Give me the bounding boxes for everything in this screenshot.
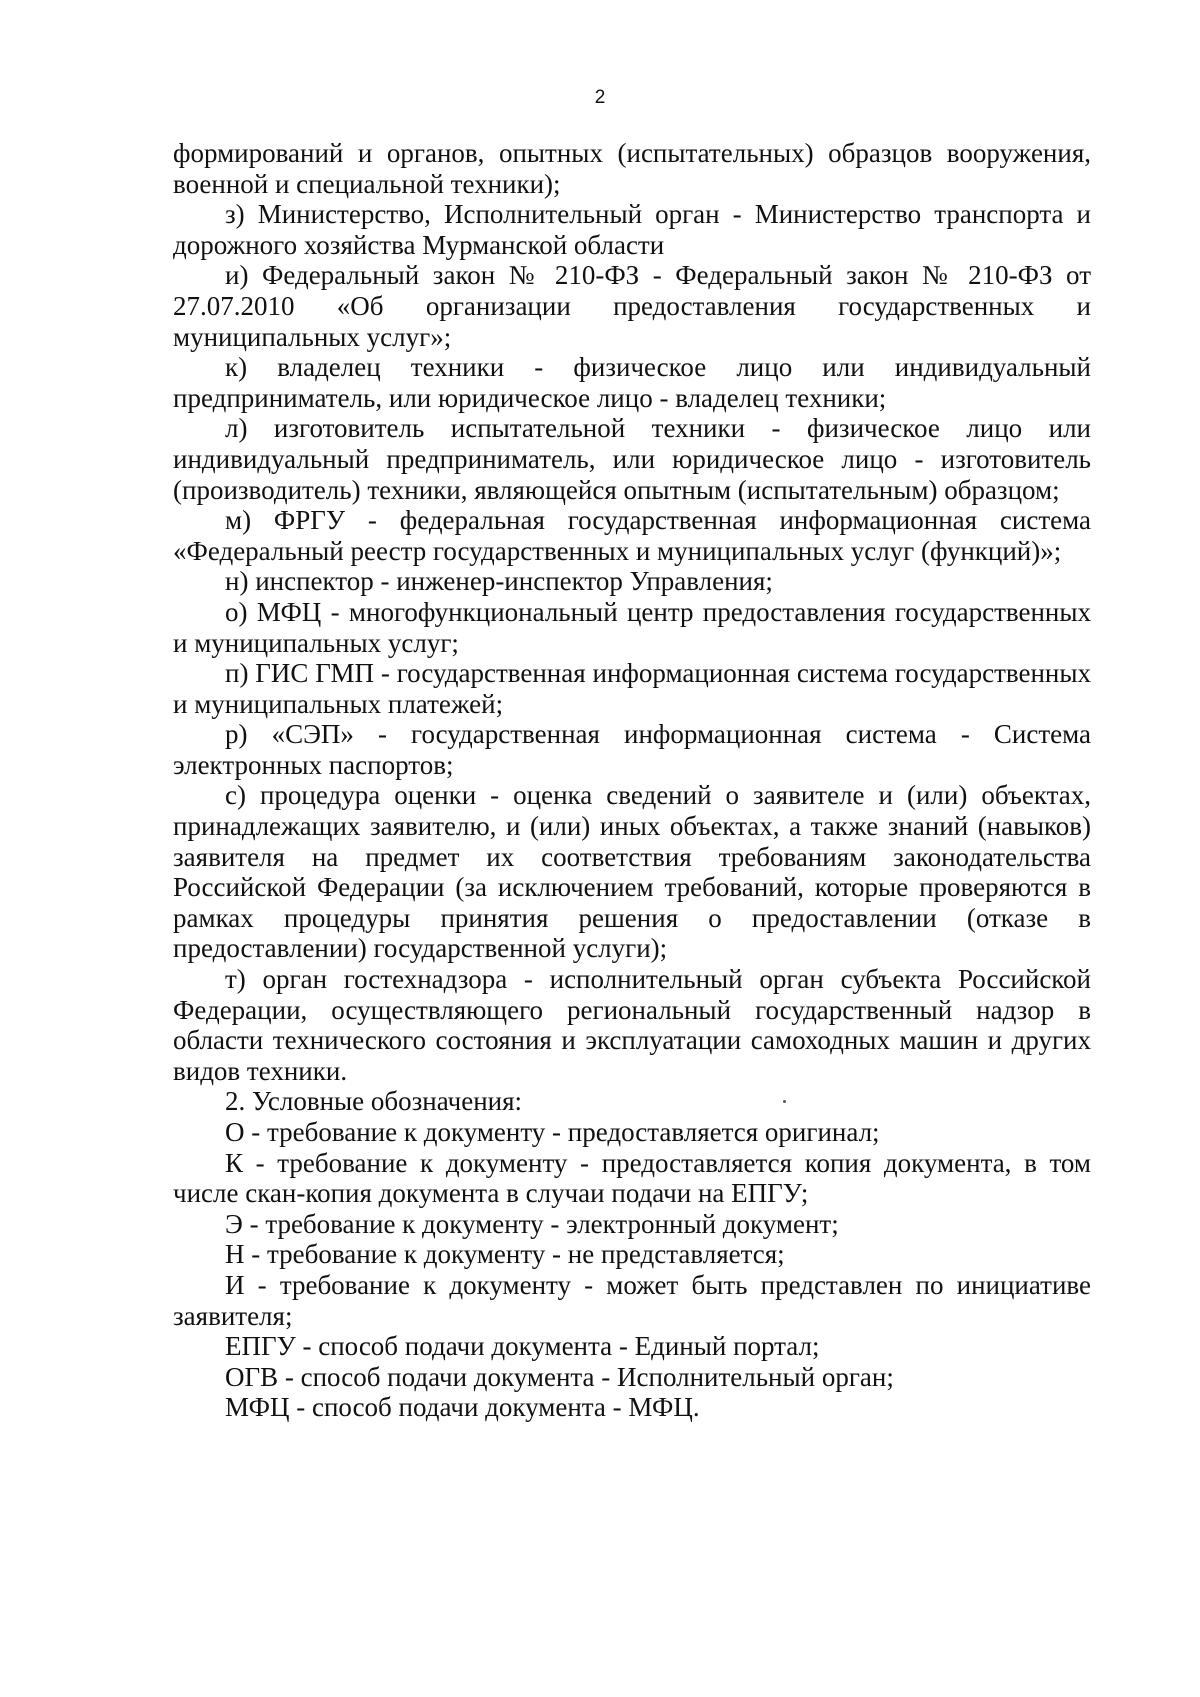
- paragraph-item-r: р) «СЭП» - государственная информационная система - Система электронных паспортов;: [173, 719, 1091, 780]
- paragraph-item-z: з) Министерство, Исполнительный орган - Министерство транспорта и дорожного хозяйства Мурманской области: [173, 199, 1091, 260]
- page-number: 2: [594, 87, 606, 108]
- paragraph-item-n: н) инспектор - инженер-инспектор Управления;: [225, 566, 773, 597]
- convention-original: О - требование к документу - предоставляется оригинал;: [225, 1117, 880, 1147]
- paragraph-item-i: и) Федеральный закон № 210-ФЗ - Федеральный закон № 210-ФЗ от 27.07.2010 «Об организации предоставления государственных и муниципальных услуг»;: [173, 260, 1091, 352]
- convention-not-provided: Н - требование к документу - не представляется;: [225, 1239, 785, 1270]
- paragraph-item-m: м) ФРГУ - федеральная государственная информационная система «Федеральный реестр государственных и муниципальных услуг (функций)»;: [173, 505, 1091, 566]
- convention-mfc: МФЦ - способ подачи документа - МФЦ.: [225, 1392, 700, 1423]
- paragraph-continuation: формирований и органов, опытных (испытательных) образцов вооружения, военной и специальной техники);: [173, 138, 1091, 199]
- convention-epgu: ЕПГУ - способ подачи документа - Единый портал;: [225, 1331, 820, 1362]
- paragraph-item-t: т) орган гостехнадзора - исполнительный орган субъекта Российской Федерации, осуществляющего региональный государственный надзор в области технического состояния и эксплуатации самоходных машин и других видов техники.: [173, 964, 1091, 1086]
- paragraph-item-o: о) МФЦ - многофункциональный центр предоставления государственных и муниципальных услуг;: [173, 596, 1091, 658]
- section-heading-conventions: 2. Условные обозначения:: [225, 1086, 523, 1117]
- paragraph-item-l: л) изготовитель испытательной техники - физическое лицо или индивидуальный предприниматель, или юридическое лицо - изготовитель (производитель) техники, являющейся опытным (испытательным) образцом;: [173, 413, 1091, 505]
- scan-speck: [783, 1100, 786, 1103]
- convention-copy: К - требование к документу - предоставляется копия документа, в том числе скан-копия документа в случаи подачи на ЕПГУ;: [173, 1147, 1091, 1209]
- convention-initiative: И - требование к документу - может быть представлен по инициативе заявителя;: [173, 1269, 1091, 1331]
- convention-electronic: Э - требование к документу - электронный документ;: [225, 1208, 839, 1239]
- paragraph-item-p: п) ГИС ГМП - государственная информационная система государственных и муниципальных платежей;: [173, 658, 1091, 719]
- convention-ogv: ОГВ - способ подачи документа - Исполнительный орган;: [225, 1361, 894, 1392]
- paragraph-item-s: с) процедура оценки - оценка сведений о заявителе и (или) объектах, принадлежащих заявителю, и (или) иных объектах, а также знаний (навыков) заявителя на предмет их соответствия требованиям законодательства Российской Федерации (за исключением требований, которые проверяются в рамках процедуры принятия решения о предоставлении (отказе в предоставлении) государственной услуги);: [173, 780, 1091, 964]
- paragraph-item-k: к) владелец техники - физическое лицо или индивидуальный предприниматель, или юридическое лицо - владелец техники;: [173, 352, 1091, 413]
- document-body: [173, 138, 1091, 1423]
